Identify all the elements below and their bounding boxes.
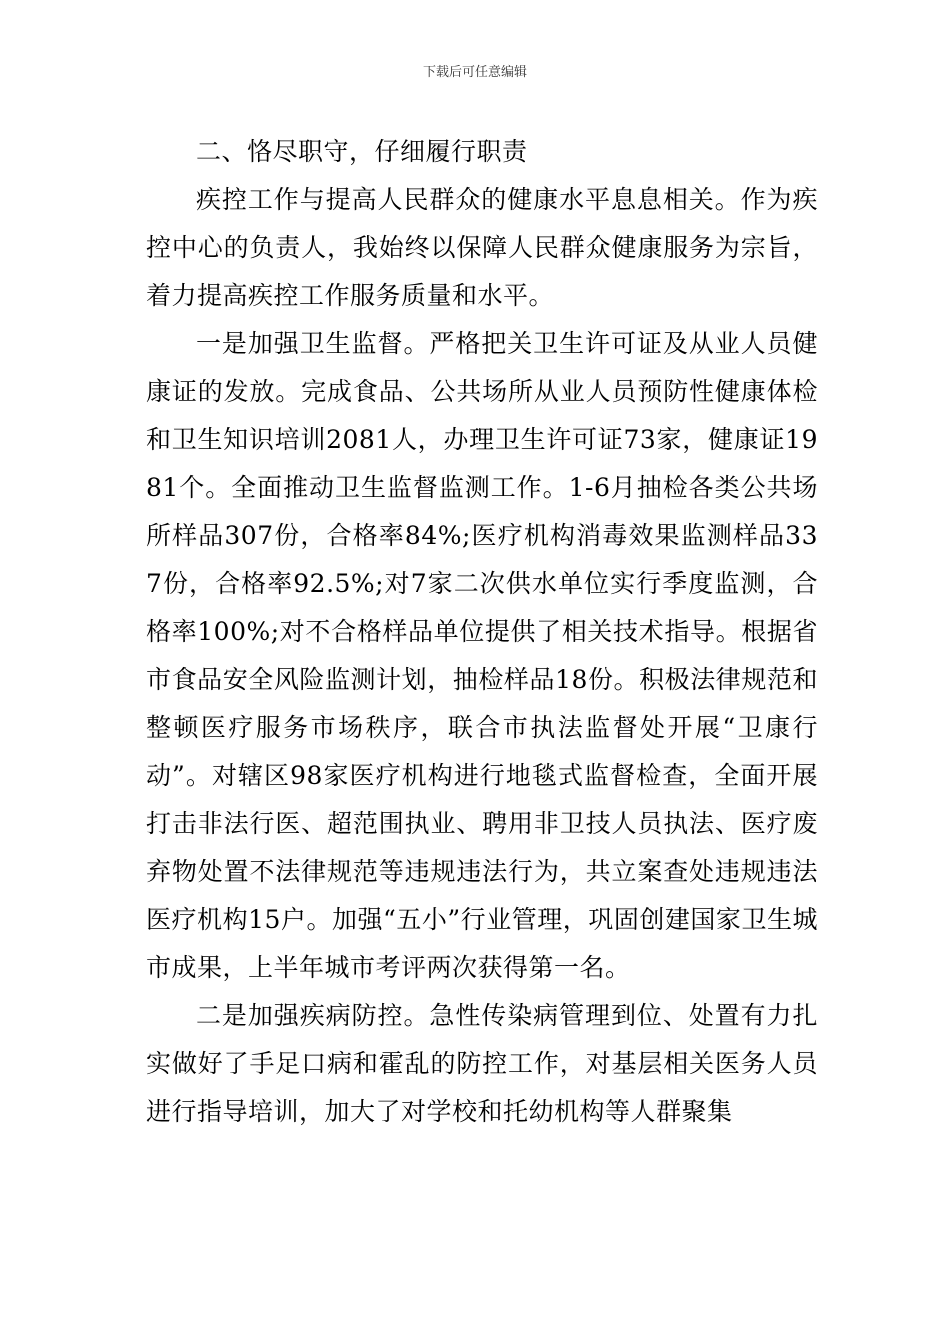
paragraph-intro: 疾控工作与提高人民群众的健康水平息息相关。作为疾控中心的负责人，我始终以保障人民群众健康服务为宗旨，着力提高疾控工作服务质量和水平。 (146, 185, 818, 310)
page-header-note: 下载后可任意编辑 (422, 65, 527, 80)
document-body (146, 128, 818, 1136)
paragraph-disease-control: 二是加强疾病防控。急性传染病管理到位、处置有力扎实做好了手足口病和霍乱的防控工作，对基层相关医务人员进行指导培训，加大了对学校和托幼机构等人群聚集 (146, 1001, 818, 1126)
paragraph-health-supervision: 一是加强卫生监督。严格把关卫生许可证及从业人员健康证的发放。完成食品、公共场所从业人员预防性健康体检和卫生知识培训2081人，办理卫生许可证73家，健康证1981个。全面推动卫生监督监测工作。1-6月抽检各类公共场所样品307份，合格率84%;医疗机构消毒效果监测样品337份，合格率92.5%;对7家二次供水单位实行季度监测，合格率100%;对不合格样品单位提供了相关技术指导。根据省市食品安全风险监测计划，抽检样品18份。积极法律规范和整顿医疗服务市场秩序，联合市执法监督处开展“卫康行动”。对辖区98家医疗机构进行地毯式监督检查，全面开展打击非法行医、超范围执业、聘用非卫技人员执法、医疗废弃物处置不法律规范等违规违法行为，共立案查处违规违法医疗机构15户。加强“五小”行业管理，巩固创建国家卫生城市成果，上半年城市考评两次获得第一名。 (146, 329, 818, 982)
section-heading: 二、恪尽职守，仔细履行职责 (196, 137, 528, 166)
